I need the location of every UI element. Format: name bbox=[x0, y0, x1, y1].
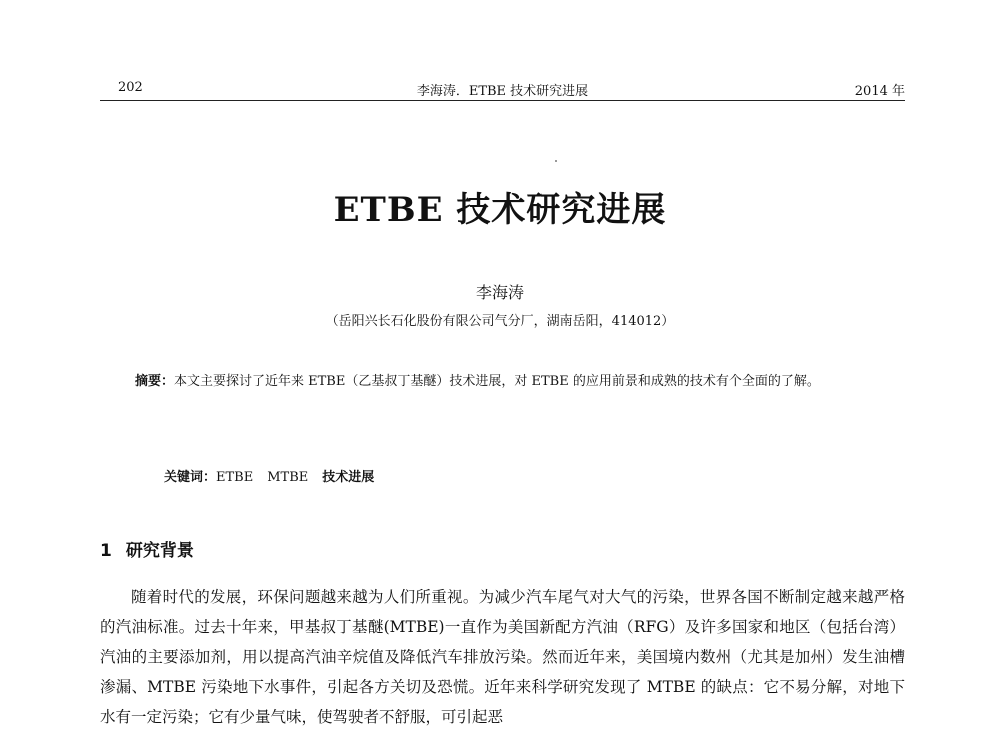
abstract bbox=[135, 365, 873, 398]
section-heading bbox=[100, 536, 194, 561]
paper-title: ETBE 技术研究进展 bbox=[333, 190, 667, 230]
keywords bbox=[164, 466, 388, 485]
running-header-year: 2014 年 bbox=[854, 84, 905, 99]
header-rule bbox=[100, 100, 905, 101]
section-number: 1 bbox=[100, 541, 112, 561]
keywords-label: 关键词： bbox=[164, 470, 217, 485]
keyword: ETBE bbox=[216, 470, 254, 485]
scan-speck bbox=[555, 160, 557, 162]
body-paragraph: 随着时代的发展，环保问题越来越为人们所重视。为减少汽车尾气对大气的污染，世界各国不断制定越来越严格的汽油标准。过去十年来，甲基叔丁基醚(MTBE)一直作为美国新配方汽油（RFG）及许多国家和地区（包括台湾）汽油的主要添加剂，用以提高汽油辛烷值及降低汽车排放污染。然而近年来，美国境内数州（尤其是加州）发生油槽渗漏、MTBE 污染地下水事件，引起各方关切及恐慌。近年来科学研究发现了 MTBE 的缺点：它不易分解，对地下水有一定污染；它有少量气味，使驾驶者不舒服，可引起恶 bbox=[100, 588, 905, 726]
abstract-text: 本文主要探讨了近年来 ETBE（乙基叔丁基醚）技术进展，对 ETBE 的应用前景和成熟的技术有个全面的了解。 bbox=[174, 374, 820, 389]
running-header-title: 李海涛．ETBE 技术研究进展 bbox=[416, 84, 589, 99]
abstract-label: 摘要： bbox=[135, 374, 175, 389]
author-name: 李海涛 bbox=[475, 283, 524, 302]
page-number: 202 bbox=[118, 80, 143, 95]
running-header bbox=[100, 78, 905, 100]
author-affiliation: （岳阳兴长石化股份有限公司气分厂，湖南岳阳，414012） bbox=[325, 314, 675, 329]
keyword: 技术进展 bbox=[322, 470, 375, 485]
keyword: MTBE bbox=[267, 470, 309, 485]
section-title: 研究背景 bbox=[125, 541, 194, 561]
